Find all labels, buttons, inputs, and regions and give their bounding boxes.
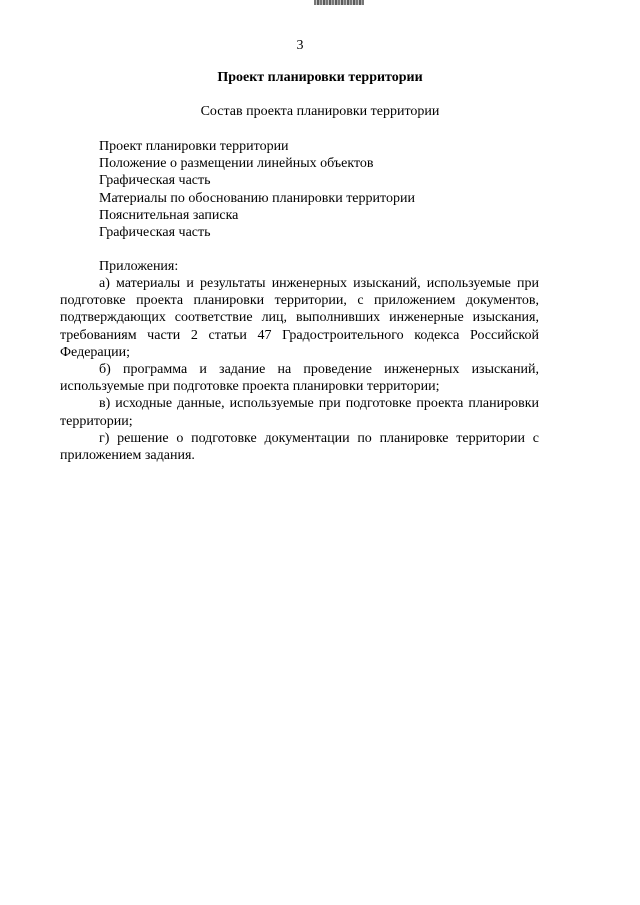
contents-item: Проект планировки территории <box>99 139 289 154</box>
appendix-item: в) исходные данные, используемые при подготовке проекта планировки территории; <box>60 396 539 429</box>
appendices-heading: Приложения: <box>99 259 179 274</box>
contents-list <box>99 138 415 241</box>
appendices-list <box>60 275 539 464</box>
header-stamp-mark <box>314 0 364 5</box>
contents-item: Пояснительная записка <box>99 207 239 223</box>
page-number: 3 <box>296 38 304 53</box>
appendix-item: г) решение о подготовке документации по планировке территории с приложением задания. <box>60 430 539 464</box>
document-title: Проект планировки территории <box>217 70 423 85</box>
contents-item: Графическая часть <box>99 173 211 189</box>
contents-item: Положение о размещении линейных объектов <box>99 156 374 172</box>
contents-item: Материалы по обоснованию планировки территории <box>99 190 415 206</box>
document-subtitle: Состав проекта планировки территории <box>200 104 440 119</box>
appendix-item: а) материалы и результаты инженерных изысканий, используемые при подготовке проекта планировки территории, с приложением документов, подтверждающих соответствие лиц, выполнивших инженерные изыскания, требованиям части 2 статьи 47 Градостроительного кодекса Российской Федерации; <box>60 276 539 360</box>
contents-item: Графическая часть <box>99 225 211 241</box>
appendix-item: б) программа и задание на проведение инженерных изысканий, используемые при подготовке проекта планировки территории; <box>60 362 539 395</box>
